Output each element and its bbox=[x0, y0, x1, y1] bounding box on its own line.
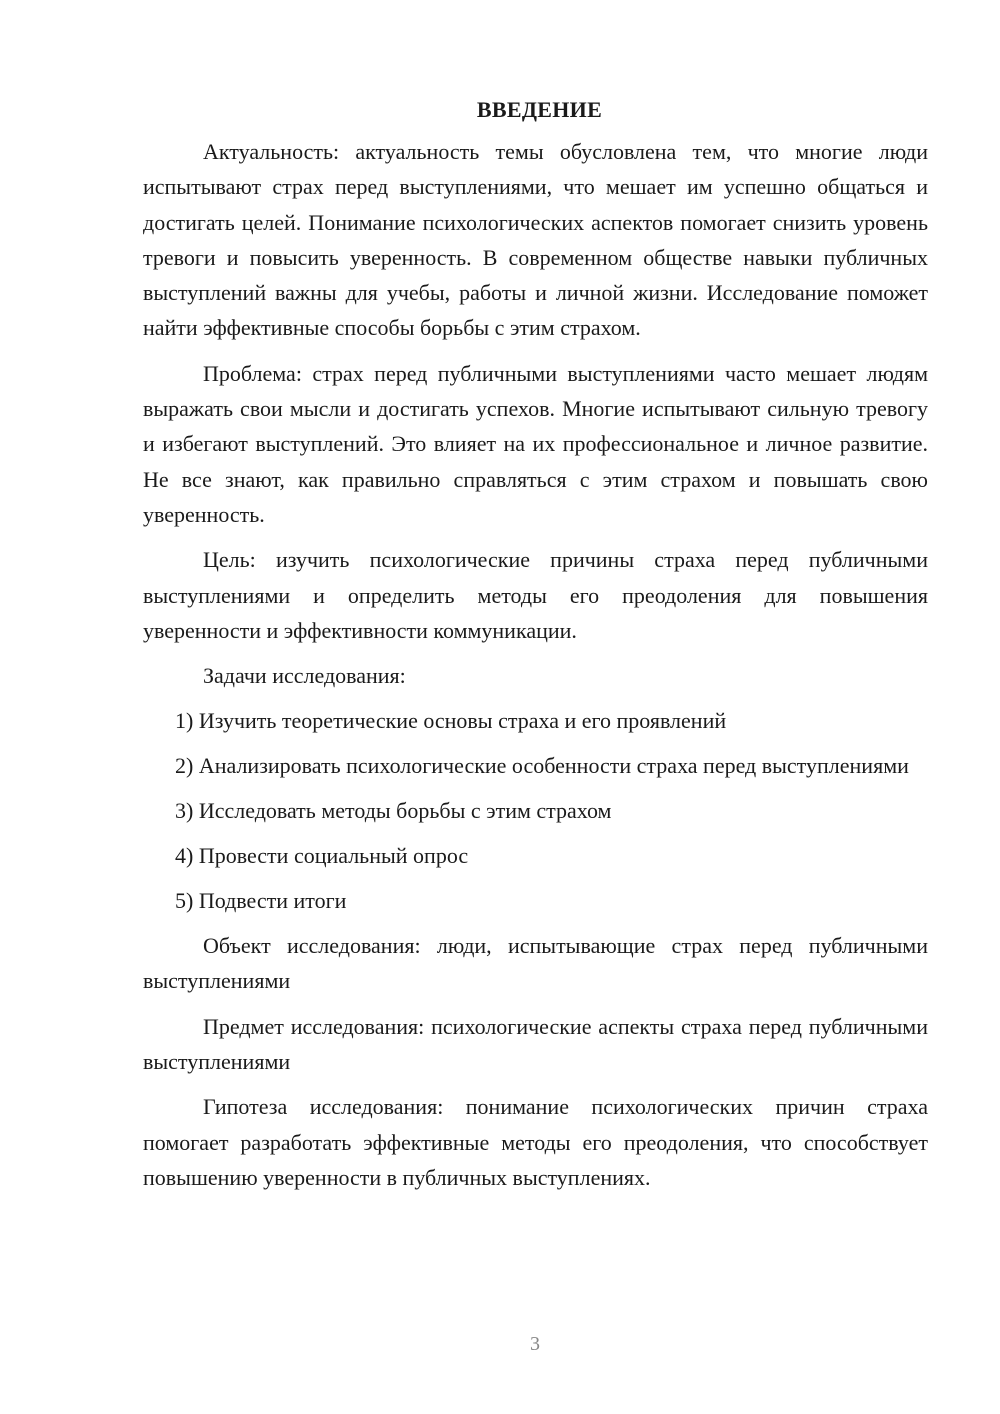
page-number: 3 bbox=[530, 1333, 540, 1355]
task-item-4: 4) Провести социальный опрос bbox=[175, 843, 469, 869]
document-page bbox=[143, 92, 928, 1205]
paragraph-goal: Цель: изучить психологические причины страха перед публичными выступлениями и определить методы его преодоления для повышения уверенности и эффективности коммуникации. bbox=[143, 547, 928, 643]
task-item-1: 1) Изучить теоретические основы страха и его проявлений bbox=[175, 708, 727, 734]
task-item-2: 2) Анализировать психологические особенности страха перед выступлениями bbox=[175, 753, 909, 779]
paragraph-subject: Предмет исследования: психологические аспекты страха перед публичными выступлениями bbox=[143, 1013, 928, 1075]
tasks-heading: Задачи исследования: bbox=[203, 663, 406, 689]
paragraph-problem: Проблема: страх перед публичными выступлениями часто мешает людям выражать свои мысли и достигать успехов. Многие испытывают сильную тревогу и избегают выступлений. Это влияет на их профессиональное и личное развитие. Не все знают, как правильно справляться с этим страхом и повышать свою уверенность. bbox=[143, 360, 928, 527]
task-item-3: 3) Исследовать методы борьбы с этим страхом bbox=[175, 798, 612, 824]
paragraph-object: Объект исследования: люди, испытывающие страх перед публичными выступлениями bbox=[143, 933, 928, 994]
paragraph-hypothesis: Гипотеза исследования: понимание психологических причин страха помогает разработать эффективные методы его преодоления, что способствует повышению уверенности в публичных выступлениях. bbox=[143, 1094, 928, 1190]
paragraph-relevance: Актуальность: актуальность темы обусловлена тем, что многие люди испытывают страх перед выступлениями, что мешает им успешно общаться и достигать целей. Понимание психологических аспектов помогает снизить уровень тревоги и повысить уверенность. В современном обществе навыки публичных выступлений важны для учебы, работы и личной жизни. Исследование поможет найти эффективные способы борьбы с этим страхом. bbox=[143, 139, 928, 341]
task-item-5: 5) Подвести итоги bbox=[175, 888, 347, 914]
page-title: ВВЕДЕНИЕ bbox=[476, 97, 603, 122]
